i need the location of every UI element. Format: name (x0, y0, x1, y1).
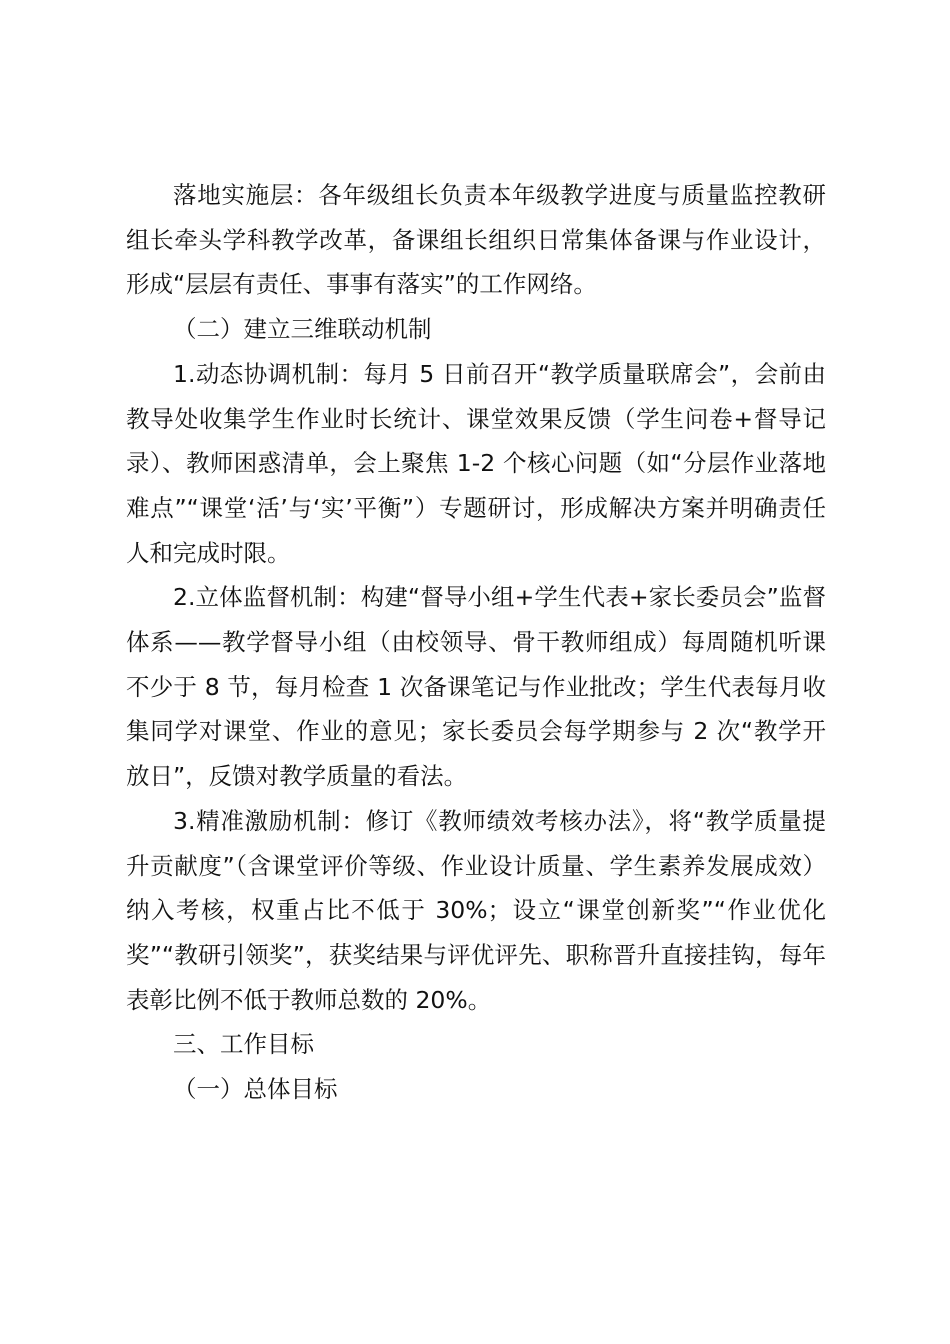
paragraph-incentive-mechanism: 3.精准激励机制：修订《教师绩效考核办法》，将“教学质量提升贡献度”（含课堂评价等级、作业设计质量、学生素养发展成效）纳入考核，权重占比不低于 30%；设立“课堂创新奖”“作业优化奖”“教研引领奖”，获奖结果与评优评先、职称晋升直接挂钩，每年表彰比例不低于教师总数的 20%。 (126, 806, 826, 1014)
paragraph-dynamic-coordination: 1.动态协调机制：每月 5 日前召开“教学质量联席会”，会前由教导处收集学生作业时长统计、课堂效果反馈（学生问卷+督导记录）、教师困惑清单，会上聚焦 1-2 个核心问题（如“分层作业落地难点”“课堂‘活’与‘实’平衡”）专题研讨，形成解决方案并明确责任人和完成时限。 (126, 359, 826, 567)
section-heading-overall-goals: （一）总体目标 (173, 1075, 338, 1104)
document-body (126, 173, 826, 1112)
paragraph-supervision-mechanism: 2.立体监督机制：构建“督导小组+学生代表+家长委员会”监督体系——教学督导小组（由校领导、骨干教师组成）每周随机听课不少于 8 节，每月检查 1 次备课笔记与作业批改；学生代表每月收集同学对课堂、作业的意见；家长委员会每学期参与 2 次“教学开放日”，反馈对教学质量的看法。 (126, 583, 826, 791)
section-heading-linkage-mechanism: （二）建立三维联动机制 (173, 315, 432, 344)
paragraph-implementation-layer: 落地实施层：各年级组长负责本年级教学进度与质量监控教研组长牵头学科教学改革，备课组长组织日常集体备课与作业设计，形成“层层有责任、事事有落实”的工作网络。 (126, 181, 826, 299)
section-heading-work-goals: 三、工作目标 (173, 1030, 314, 1059)
